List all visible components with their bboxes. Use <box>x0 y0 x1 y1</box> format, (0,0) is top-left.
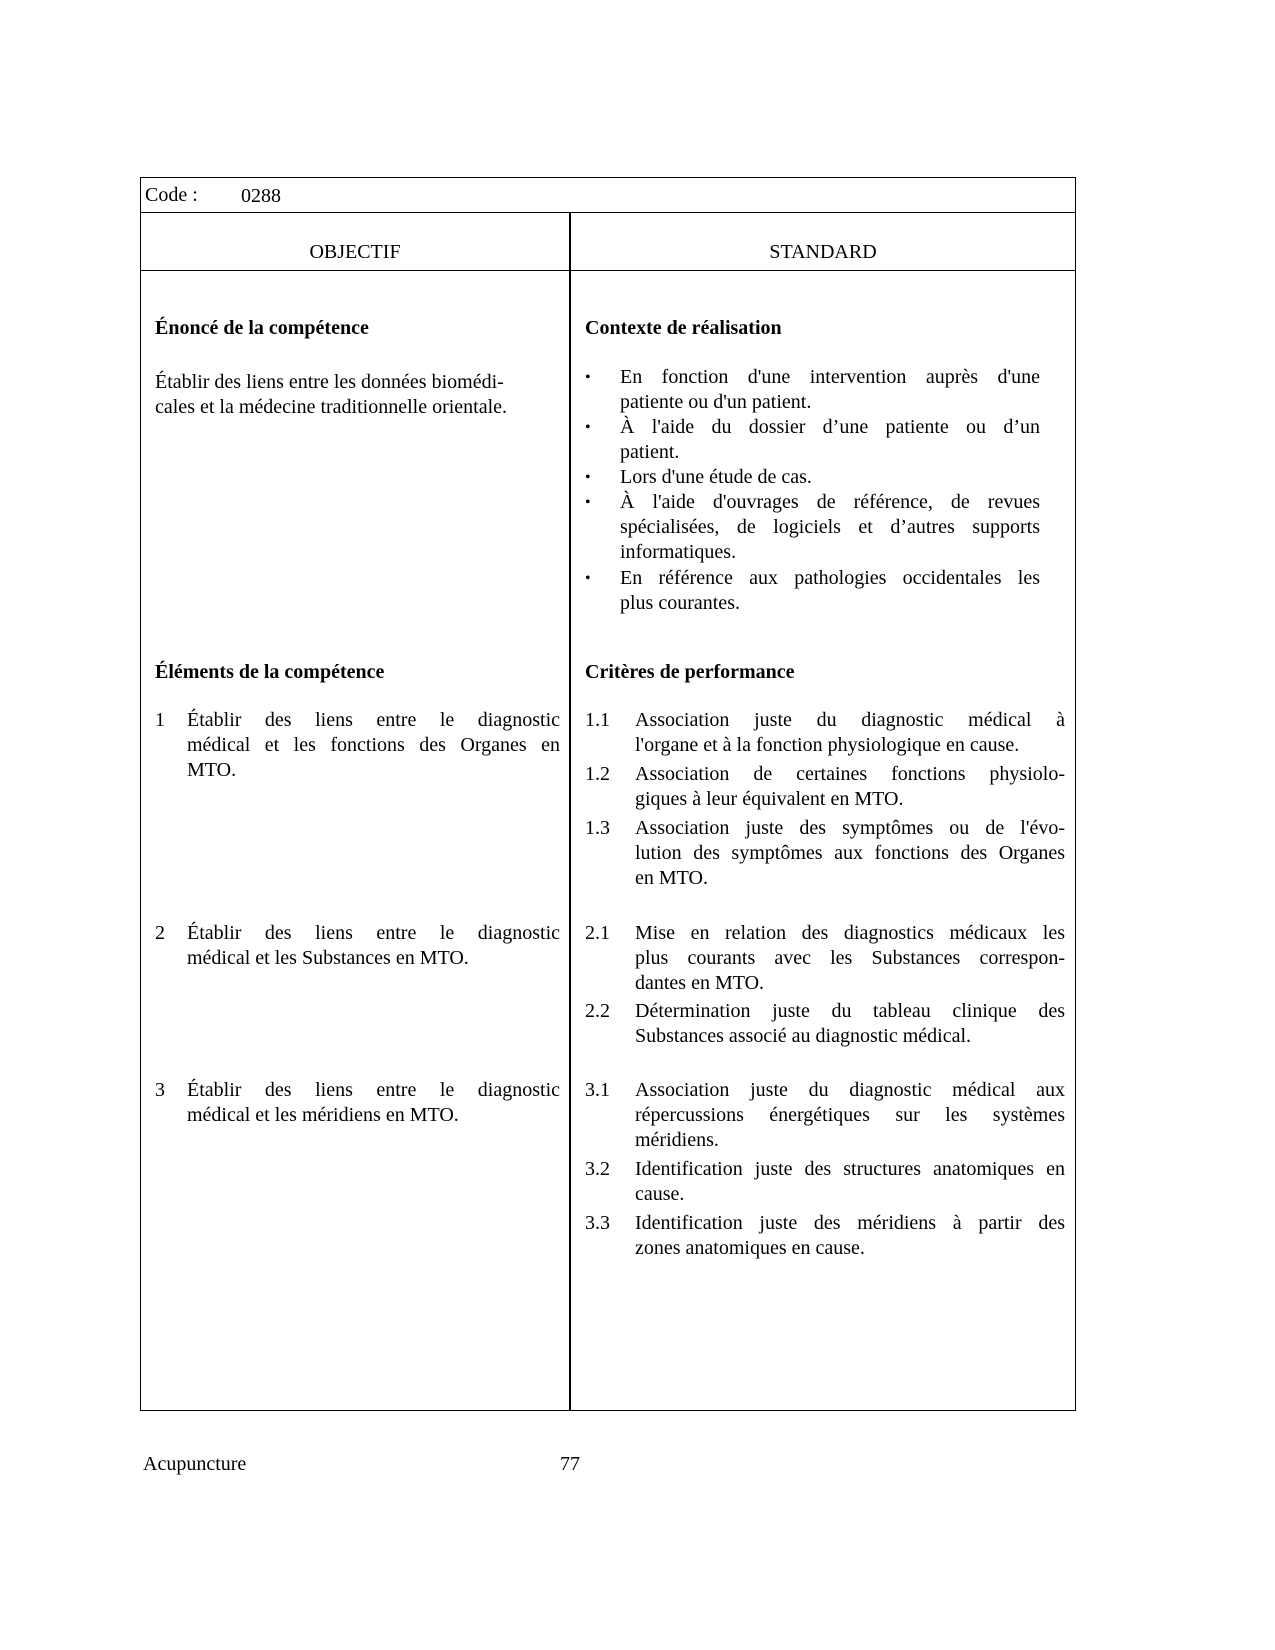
text-line: Association de certaines fonctions physiolo- <box>635 763 1065 785</box>
item-text <box>635 762 1065 812</box>
text-line: Détermination juste du tableau clinique des <box>635 1000 1065 1022</box>
item-number: 1 <box>155 709 165 731</box>
bullet-icon: • <box>585 369 591 386</box>
text-line: giques à leur équivalent en MTO. <box>635 788 904 810</box>
table-divider <box>140 212 1076 213</box>
criteres-heading: Critères de performance <box>585 661 795 683</box>
item-text <box>187 1078 560 1128</box>
text-line: zones anatomiques en cause. <box>635 1237 865 1259</box>
elements-heading: Éléments de la compétence <box>155 661 385 683</box>
text-line: patiente ou d'un patient. <box>620 391 812 413</box>
text-line: patient. <box>620 441 680 463</box>
text-line: médical et les méridiens en MTO. <box>187 1104 459 1126</box>
bullet-icon: • <box>585 494 591 511</box>
item-text <box>620 365 1040 415</box>
item-number: 2 <box>155 922 165 944</box>
text-line: Établir des liens entre le diagnostic <box>187 922 560 944</box>
text-line: MTO. <box>187 759 237 781</box>
item-text <box>635 816 1065 891</box>
text-line: lution des symptômes aux fonctions des Organes <box>635 842 1065 864</box>
code-label: Code : <box>145 184 198 206</box>
item-number: 3.3 <box>585 1212 610 1234</box>
text-line: Association juste du diagnostic médical à <box>635 709 1065 731</box>
item-number: 3.2 <box>585 1158 610 1180</box>
page-number: 77 <box>560 1453 580 1475</box>
item-number: 3.1 <box>585 1079 610 1101</box>
text-line: Établir des liens entre le diagnostic <box>187 1079 560 1101</box>
text-line: À l'aide d'ouvrages de référence, de revues <box>620 491 1040 513</box>
text-line: répercussions énergétiques sur les systèmes <box>635 1104 1065 1126</box>
text-line: Identification juste des structures anatomiques en <box>635 1158 1065 1180</box>
item-number: 1.3 <box>585 817 610 839</box>
footer-title: Acupuncture <box>143 1453 247 1475</box>
bullet-icon: • <box>585 419 591 436</box>
item-text <box>635 1078 1065 1153</box>
item-text <box>635 921 1065 996</box>
text-line: spécialisées, de logiciels et d’autres supports <box>620 516 1040 538</box>
code-value: 0288 <box>241 185 281 207</box>
item-text <box>620 566 1040 616</box>
item-number: 3 <box>155 1079 165 1101</box>
item-number: 1.2 <box>585 763 610 785</box>
text-line: Association juste du diagnostic médical aux <box>635 1079 1065 1101</box>
text-line: médical et les Substances en MTO. <box>187 947 469 969</box>
bullet-icon: • <box>585 570 591 587</box>
enonce-text <box>155 370 555 420</box>
text-line: l'organe et à la fonction physiologique en cause. <box>635 734 1020 756</box>
header-objectif: OBJECTIF <box>309 241 401 263</box>
item-number: 2.1 <box>585 922 610 944</box>
header-standard: STANDARD <box>769 241 877 263</box>
text-line: En fonction d'une intervention auprès d'une <box>620 366 1040 388</box>
text-line: informatiques. <box>620 541 737 563</box>
text-line: Substances associé au diagnostic médical. <box>635 1025 972 1047</box>
item-number: 2.2 <box>585 1000 610 1022</box>
text-line: À l'aide du dossier d’une patiente ou d’un <box>620 416 1040 438</box>
text-line: méridiens. <box>635 1129 719 1151</box>
text-line: Mise en relation des diagnostics médicaux les <box>635 922 1065 944</box>
item-number: 1.1 <box>585 709 610 731</box>
table-divider <box>140 270 1076 271</box>
item-text <box>620 415 1040 465</box>
item-text <box>635 999 1065 1049</box>
item-text <box>635 1157 1065 1207</box>
text-line: Établir des liens entre le diagnostic <box>187 709 560 731</box>
column-divider <box>569 213 571 1410</box>
text-line: en MTO. <box>635 867 708 889</box>
item-text <box>620 465 1040 490</box>
text-line: Établir des liens entre les données biomédi- <box>155 371 504 393</box>
text-line: dantes en MTO. <box>635 972 765 994</box>
item-text <box>187 708 560 783</box>
item-text <box>635 708 1065 758</box>
text-line: médical et les fonctions des Organes en <box>187 734 560 756</box>
item-text <box>187 921 560 971</box>
item-text <box>635 1211 1065 1261</box>
text-line: plus courantes. <box>620 592 740 614</box>
text-line: Association juste des symptômes ou de l'évo- <box>635 817 1065 839</box>
item-text <box>620 490 1040 565</box>
contexte-heading: Contexte de réalisation <box>585 317 782 339</box>
text-line: Identification juste des méridiens à partir des <box>635 1212 1065 1234</box>
text-line: cales et la médecine traditionnelle orientale. <box>155 396 508 418</box>
bullet-icon: • <box>585 469 591 486</box>
text-line: En référence aux pathologies occidentales les <box>620 567 1040 589</box>
enonce-heading: Énoncé de la compétence <box>155 317 369 339</box>
text-line: cause. <box>635 1183 685 1205</box>
text-line: plus courants avec les Substances correspon- <box>635 947 1065 969</box>
text-line: Lors d'une étude de cas. <box>620 466 812 488</box>
